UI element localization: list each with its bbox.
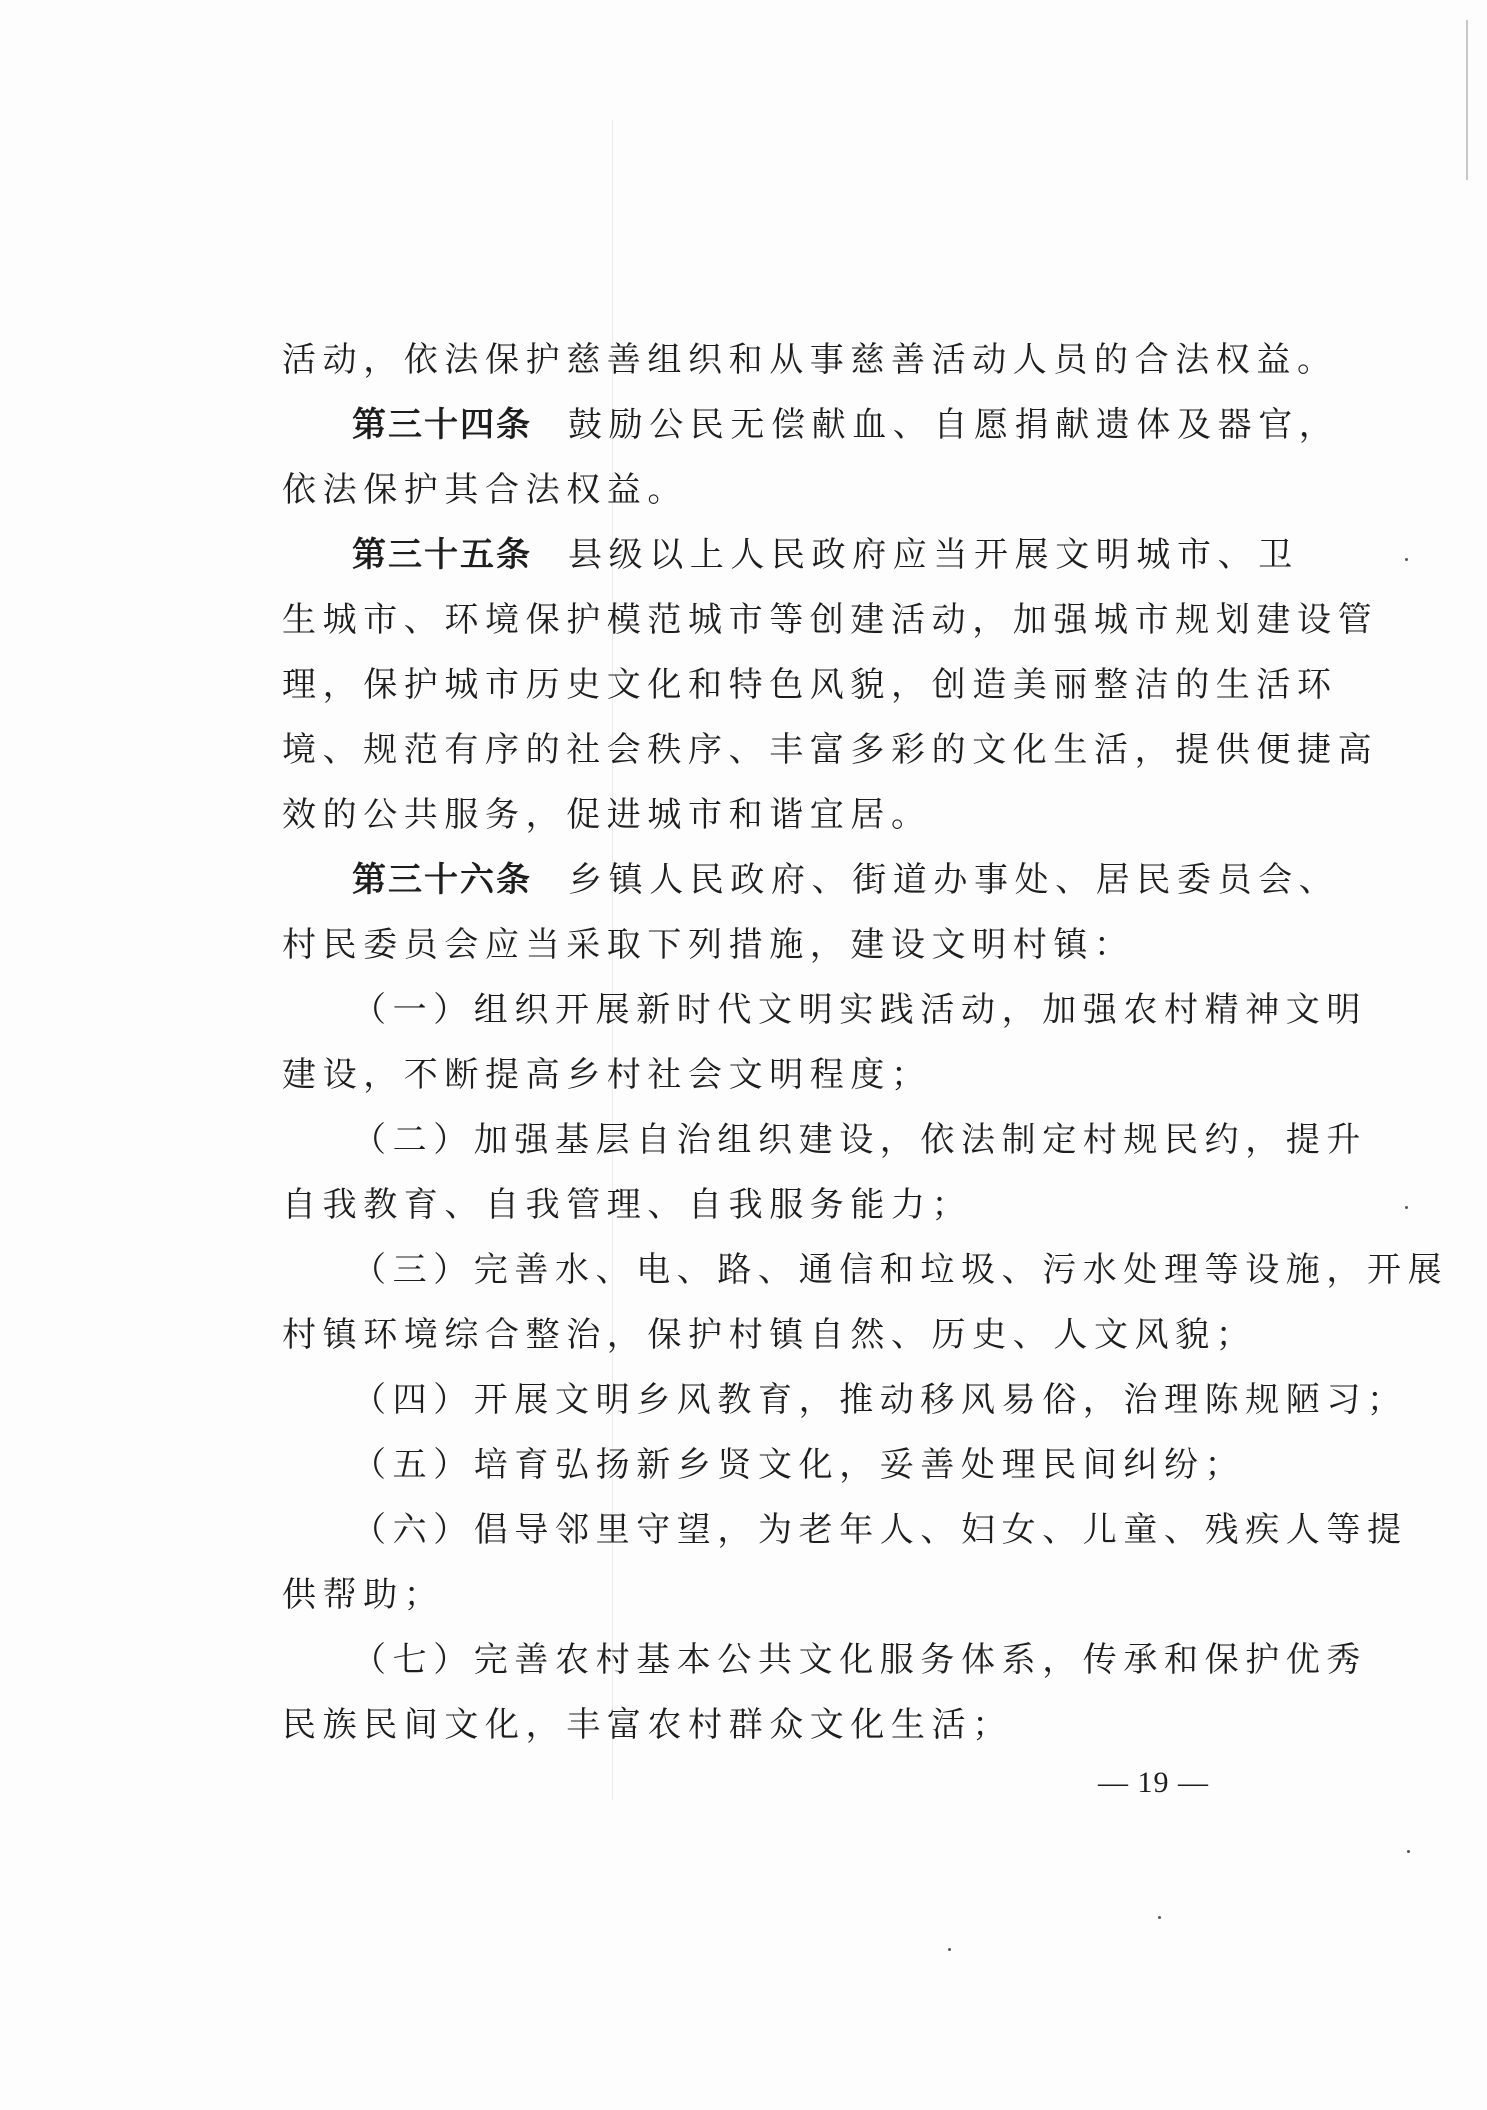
text-line: 第三十四条 鼓励公民无偿献血、自愿捐献遗体及器官， bbox=[352, 405, 1340, 445]
text-line: （六）倡导邻里守望，为老年人、妇女、儿童、残疾人等提 bbox=[352, 1510, 1408, 1550]
text-line: 民族民间文化，丰富农村群众文化生活； bbox=[282, 1705, 1013, 1745]
text-line: （七）完善农村基本公共文化服务体系，传承和保护优秀 bbox=[352, 1640, 1367, 1680]
scan-speck bbox=[1405, 558, 1408, 561]
scan-speck bbox=[1158, 1916, 1161, 1919]
scan-edge-line bbox=[1466, 20, 1468, 180]
text-line: 效的公共服务，促进城市和谐宜居。 bbox=[282, 795, 932, 835]
text-line: 第三十六条 乡镇人民政府、街道办事处、居民委员会、 bbox=[352, 860, 1340, 900]
body-text bbox=[282, 328, 1449, 1758]
scan-speck bbox=[1407, 1850, 1410, 1853]
text-line: （三）完善水、电、路、通信和垃圾、污水处理等设施，开展 bbox=[352, 1250, 1449, 1290]
page-number: — 19 — bbox=[1098, 1766, 1209, 1799]
text-line: 生城市、环境保护模范城市等创建活动，加强城市规划建设管 bbox=[282, 600, 1379, 640]
article-heading: 第三十四条 bbox=[352, 405, 532, 445]
scan-speck bbox=[948, 1948, 951, 1951]
text-line: （一）组织开展新时代文明实践活动，加强农村精神文明 bbox=[352, 990, 1367, 1030]
text-line: 供帮助； bbox=[282, 1575, 445, 1615]
text-line: 建设，不断提高乡村社会文明程度； bbox=[282, 1055, 932, 1095]
text-line: 自我教育、自我管理、自我服务能力； bbox=[282, 1185, 973, 1225]
text-line: 境、规范有序的社会秩序、丰富多彩的文化生活，提供便捷高 bbox=[282, 730, 1379, 770]
text-line: 第三十五条 县级以上人民政府应当开展文明城市、卫 bbox=[352, 535, 1299, 575]
text-line: （四）开展文明乡风教育，推动移风易俗，治理陈规陋习； bbox=[352, 1380, 1408, 1420]
scan-speck bbox=[1405, 1206, 1408, 1209]
text-line: （二）加强基层自治组织建设，依法制定村规民约，提升 bbox=[352, 1120, 1367, 1160]
article-heading: 第三十五条 bbox=[352, 535, 532, 575]
text-line: 理，保护城市历史文化和特色风貌，创造美丽整洁的生活环 bbox=[282, 665, 1338, 705]
text-line: 村民委员会应当采取下列措施，建设文明村镇： bbox=[282, 925, 1135, 965]
text-line: 村镇环境综合整治，保护村镇自然、历史、人文风貌； bbox=[282, 1315, 1257, 1355]
text-line: （五）培育弘扬新乡贤文化，妥善处理民间纠纷； bbox=[352, 1445, 1246, 1485]
text-line: 活动，依法保护慈善组织和从事慈善活动人员的合法权益。 bbox=[282, 340, 1338, 380]
text-line: 依法保护其合法权益。 bbox=[282, 470, 688, 510]
article-heading: 第三十六条 bbox=[352, 860, 532, 900]
